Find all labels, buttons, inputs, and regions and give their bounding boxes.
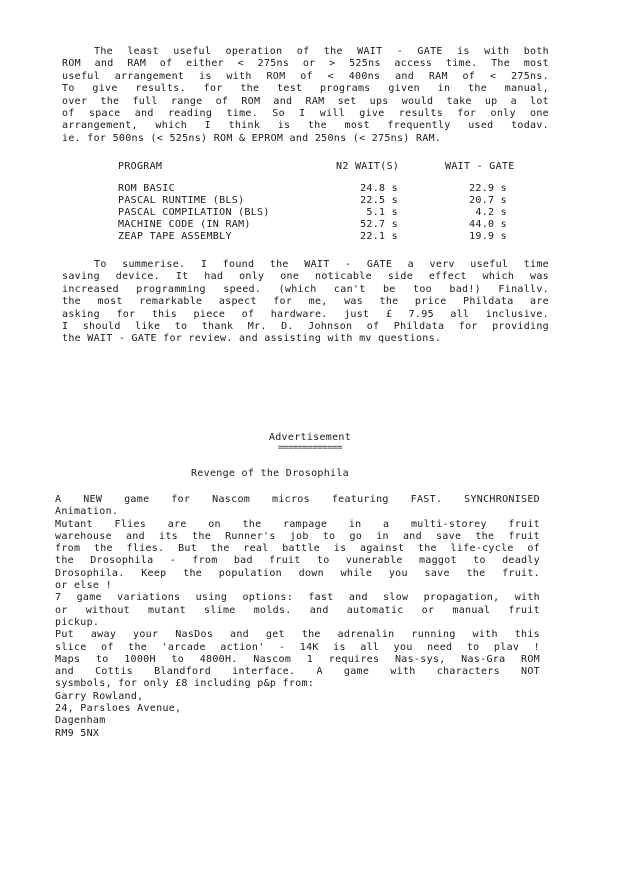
text-line: To summerise. I found the WAIT - GATE a verv useful time <box>94 259 549 270</box>
text-line: slice of the 'arcade action' - 14K is all you need to plav ! <box>55 641 540 653</box>
heading-underline: ============= <box>278 443 342 453</box>
text-line: Mutant Flies are on the rampage in a multi-storey fruit <box>55 518 540 530</box>
contact-address-postcode: RM9 5NX <box>55 727 100 739</box>
wait-gate-cell: 4.2 s <box>475 207 507 218</box>
table-header-row <box>118 161 558 173</box>
text-line: A NEW game for Nascom micros featuring FAST. SYNCHRONISED <box>55 494 540 505</box>
text-line: warehouse and its the Runner's job to go in and save the fruit <box>55 530 540 542</box>
contact-name: Garry Rowland, <box>55 690 144 702</box>
text-line: I should like to thank Mr. D. Johnson of Phildata for providing <box>62 320 549 332</box>
text-line: saving device. It had only one noticable side effect which was <box>62 271 549 283</box>
text-line: arrangement, which I think is the most frequently used todav. <box>62 120 549 132</box>
column-header-wait-gate: WAIT - GATE <box>445 161 515 172</box>
advertisement-body <box>55 494 540 740</box>
program-cell: MACHINE CODE (IN RAM) <box>118 219 251 230</box>
text-line: 7 game variations using options: fast and slow propagation, with <box>55 592 540 604</box>
table-row <box>118 207 558 219</box>
text-line: increased programming speed. (which can't be too bad!) Finallv. <box>62 283 549 295</box>
n2-wait-cell: 22.1 s <box>360 231 398 242</box>
wait-gate-cell: 44.0 s <box>469 219 507 230</box>
contact-address-street: 24, Parsloes Avenue, <box>55 703 182 715</box>
column-header-n2-wait: N2 WAIT(S) <box>336 161 400 172</box>
wait-gate-cell: 22.9 s <box>469 183 507 194</box>
text-line: To give results. for the test programs given in the manual, <box>62 83 549 95</box>
program-cell: ZEAP TAPE ASSEMBLY <box>118 231 232 242</box>
text-line: the WAIT - GATE for review. and assisting with mv questions. <box>62 333 442 345</box>
text-line: useful arrangement is with ROM of < 400ns and RAM of < 275ns. <box>62 70 549 82</box>
text-line: Maps to 1000H to 4800H. Nascom 1 requires Nas-sys, Nas-Gra ROM <box>55 653 540 665</box>
table-row <box>118 195 558 207</box>
text-line: ROM and RAM of either < 275ns or > 525ns access time. The most <box>62 58 549 70</box>
program-cell: PASCAL COMPILATION (BLS) <box>118 207 270 218</box>
text-line: from the flies. But the real battle is against the life-cycle of <box>55 543 540 555</box>
program-cell: PASCAL RUNTIME (BLS) <box>118 195 245 206</box>
table-row <box>118 219 558 231</box>
text-line: sysmbols, for only £8 including p&p from: <box>55 678 315 690</box>
text-line: asking for this piece of hardware. just £ 7.95 all inclusive. <box>62 308 549 320</box>
table-row <box>118 231 558 243</box>
text-line: Drosophila. Keep the population down while you save the fruit. <box>55 567 540 579</box>
text-line: the Drosophila - from bad fruit to vunerable maggot to deadly <box>55 555 540 567</box>
advertisement-title: Revenge of the Drosophila <box>190 468 349 479</box>
contact-address-town: Dagenham <box>55 715 106 727</box>
summary-paragraph <box>62 259 549 346</box>
column-header-program: PROGRAM <box>118 161 163 172</box>
timing-results-table <box>118 161 558 243</box>
wait-gate-cell: 20.7 s <box>469 195 507 206</box>
program-cell: ROM BASIC <box>118 183 175 194</box>
table-row <box>118 183 558 195</box>
advertisement-heading: Advertisement <box>268 432 352 443</box>
text-line: or without mutant slime molds. and automatic or manual fruit <box>55 604 540 616</box>
text-line: Animation. <box>55 506 119 518</box>
text-line: over the full range of ROM and RAM set ups would take up a lot <box>62 95 549 107</box>
text-line: pickup. <box>55 616 100 628</box>
text-line: Put away your NasDos and get the adrenalin running with this <box>55 629 540 641</box>
text-line: The least useful operation of the WAIT - GATE is with both <box>94 46 549 57</box>
n2-wait-cell: 22.5 s <box>360 195 398 206</box>
n2-wait-cell: 5.1 s <box>366 207 398 218</box>
n2-wait-cell: 24.8 s <box>360 183 398 194</box>
text-line: the most remarkable aspect for me, was the price Phildata are <box>62 296 549 308</box>
n2-wait-cell: 52.7 s <box>360 219 398 230</box>
text-line: and Cottis Blandford interface. A game with characters NOT <box>55 666 540 678</box>
text-line: of space and reading time. So I will give results for only one <box>62 107 549 119</box>
text-line: ie. for 500ns (< 525ns) ROM & EPROM and 250ns (< 275ns) RAM. <box>62 132 442 144</box>
intro-paragraph <box>62 46 549 145</box>
text-line: or else ! <box>55 580 112 592</box>
wait-gate-cell: 19.9 s <box>469 231 507 242</box>
